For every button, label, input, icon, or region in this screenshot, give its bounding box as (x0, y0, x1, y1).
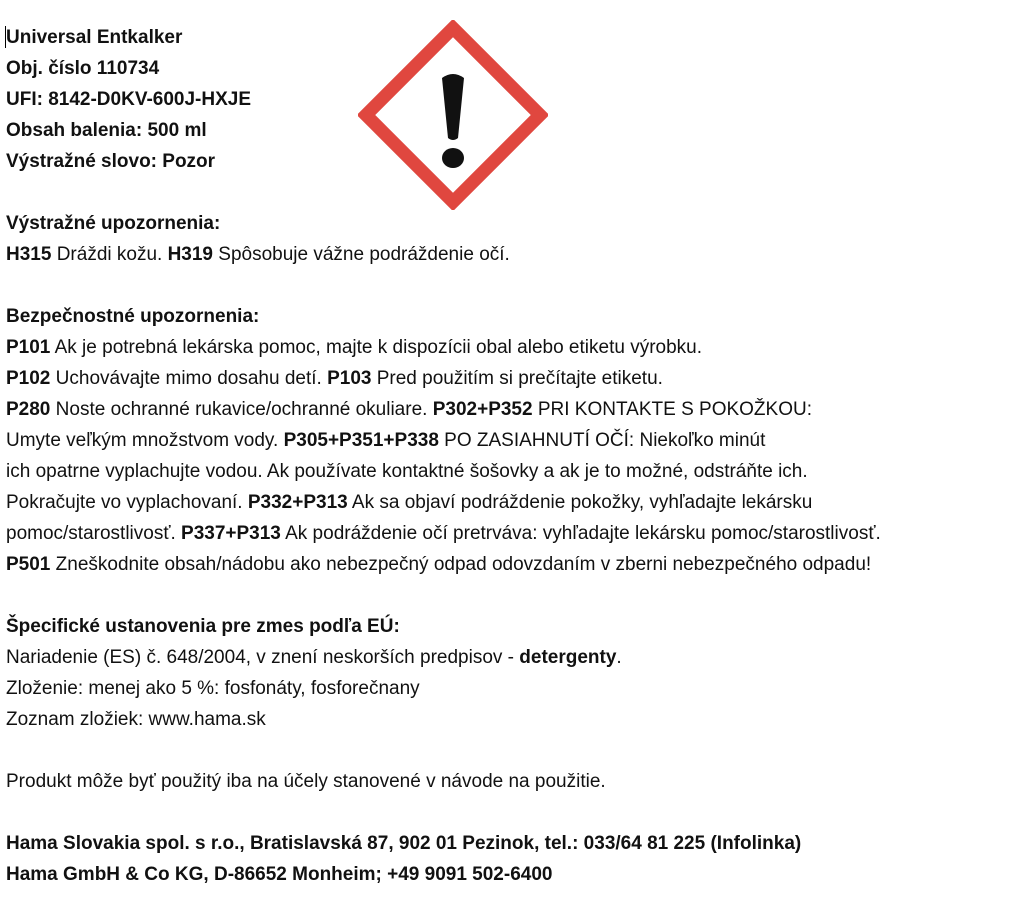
p101-code: P101 (6, 337, 51, 358)
p332-text-cont: pomoc/starostlivosť. (6, 523, 182, 544)
eu-composition: Zloženie: menej ako 5 %: fosfonáty, fosforečnany (6, 678, 420, 699)
spacer (6, 580, 1018, 611)
h319-text: Spôsobuje vážne podráždenie očí. (213, 244, 510, 265)
p337-text: Ak podráždenie očí pretrváva: vyhľadajte lekársku pomoc/starostlivosť. (280, 523, 881, 544)
eu-detergents: detergenty (519, 647, 617, 668)
precaution-line-1 (6, 332, 1018, 363)
eu-regulation-end: . (616, 647, 622, 668)
p102-code: P102 (6, 368, 51, 389)
p280-code: P280 (6, 399, 51, 420)
product-name: Universal Entkalker (6, 27, 183, 48)
precaution-line-4 (6, 425, 1018, 456)
precaution-line-5 (6, 456, 1018, 487)
h319-code: H319 (167, 244, 213, 265)
precaution-line-6 (6, 487, 1018, 518)
label-document (6, 22, 1018, 890)
spacer (6, 735, 1018, 766)
h315-text: Dráždi kožu. (51, 244, 168, 265)
p501-code: P501 (6, 554, 51, 575)
precaution-line-3 (6, 394, 1018, 425)
p305-text-end: Pokračujte vo vyplachovaní. (6, 492, 248, 513)
spacer (6, 797, 1018, 828)
p501-text: Zneškodnite obsah/nádobu ako nebezpečný odpad odovzdaním v zberni nebezpečného odpadu! (50, 554, 872, 575)
spacer (6, 270, 1018, 301)
p305-text: PO ZASIAHNUTÍ OČÍ: Niekoľko minút (438, 430, 766, 451)
eu-heading: Špecifické ustanovenia pre zmes podľa EÚ: (6, 616, 400, 637)
p103-code: P103 (327, 368, 372, 389)
p305-code: P305+P351+P338 (283, 430, 439, 451)
p332-code: P332+P313 (247, 492, 348, 513)
p103-text: Pred použitím si prečítajte etiketu. (371, 368, 663, 389)
p302-text-cont: Umyte veľkým množstvom vody. (6, 430, 284, 451)
p101-text: Ak je potrebná lekárska pomoc, majte k dispozícii obal alebo etiketu výrobku. (50, 337, 702, 358)
ufi-code: UFI: 8142-D0KV-600J-HXJE (6, 89, 251, 110)
precaution-heading: Bezpečnostné upozornenia: (6, 306, 260, 327)
h315-code: H315 (6, 244, 52, 265)
eu-regulation-text: Nariadenie (ES) č. 648/2004, v znení neskorších predpisov - (6, 647, 520, 668)
precaution-line-8 (6, 549, 1018, 580)
company-slovakia: Hama Slovakia spol. s r.o., Bratislavská 87, 902 01 Pezinok, tel.: 033/64 81 225 (Infolinka) (6, 833, 802, 854)
p305-text-cont: ich opatrne vyplachujte vodou. Ak používate kontaktné šošovky a ak je to možné, odstráňte ich. (6, 461, 808, 482)
order-number: Obj. číslo 110734 (6, 58, 160, 79)
p332-text: Ak sa objaví podráždenie pokožky, vyhľadajte lekársku (347, 492, 813, 513)
p337-code: P337+P313 (181, 523, 281, 544)
precaution-line-7 (6, 518, 1018, 549)
usage-note: Produkt môže byť použitý iba na účely stanovené v návode na použitie. (6, 771, 606, 792)
hazard-heading: Výstražné upozornenia: (6, 213, 221, 234)
p302-code: P302+P352 (432, 399, 533, 420)
hazard-statements (6, 239, 1018, 270)
p302-text: PRI KONTAKTE S POKOŽKOU: (532, 399, 812, 420)
eu-ingredients-list: Zoznam zložiek: www.hama.sk (6, 709, 266, 730)
company-germany: Hama GmbH & Co KG, D-86652 Monheim; +49 9091 502-6400 (6, 864, 553, 885)
spacer (6, 177, 1018, 208)
precaution-line-2 (6, 363, 1018, 394)
package-content: Obsah balenia: 500 ml (6, 120, 207, 141)
p102-text: Uchovávajte mimo dosahu detí. (50, 368, 328, 389)
signal-word: Výstražné slovo: Pozor (6, 151, 216, 172)
eu-regulation (6, 642, 1018, 673)
p280-text: Noste ochranné rukavice/ochranné okuliare. (50, 399, 433, 420)
